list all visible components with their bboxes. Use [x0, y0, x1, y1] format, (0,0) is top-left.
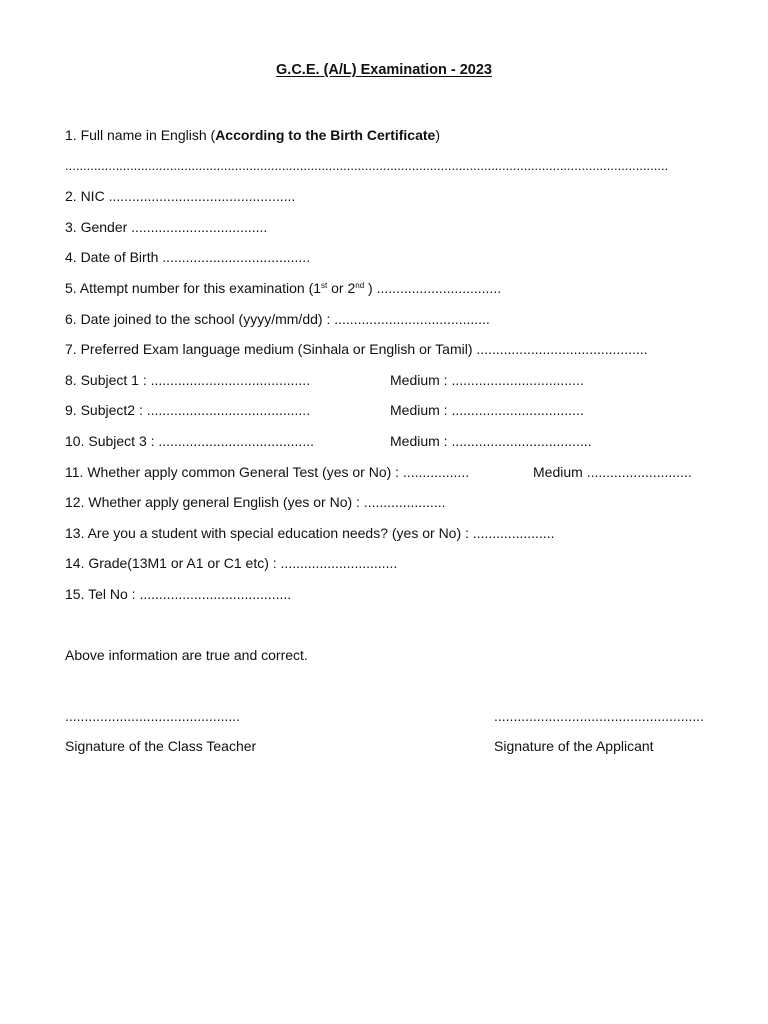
q5-attempt-row [65, 279, 501, 297]
q9-medium-label: Medium : [390, 402, 452, 418]
q3-gender-field[interactable]: ................................... [131, 219, 268, 235]
q2-nic-field[interactable]: ................................................ [108, 188, 296, 204]
q5-label-c: ) [364, 280, 377, 296]
q13-special-needs-row [65, 524, 554, 542]
q5-label-a: 5. Attempt number for this examination (1 [65, 280, 322, 296]
q12-label: 12. Whether apply general English (yes or No) : [65, 494, 364, 510]
teacher-signature-label: Signature of the Class Teacher [65, 738, 257, 754]
q1-label-close: ) [435, 127, 440, 143]
q10-subject3-field[interactable]: ........................................ [158, 433, 314, 449]
form-title: G.C.E. (A/L) Examination - 2023 [276, 62, 492, 78]
q1-full-name-label [65, 126, 440, 144]
q8-subject1-row [65, 371, 310, 389]
q5-sup-st: st [321, 281, 328, 290]
q8-medium-row [390, 371, 584, 389]
applicant-signature-line[interactable]: ...................................................... [494, 708, 705, 724]
q11-general-test-field[interactable]: ................. [402, 464, 470, 480]
q5-sup-nd: nd [355, 281, 365, 290]
q9-subject2-row [65, 401, 310, 419]
q8-subject1-field[interactable]: ......................................... [150, 372, 311, 388]
q8-medium-label: Medium : [390, 372, 452, 388]
q14-grade-row [65, 554, 397, 572]
q2-label: 2. NIC [65, 188, 109, 204]
q1-label-bold: According to the Birth Certificate [215, 127, 436, 143]
teacher-signature-line[interactable]: ............................................. [65, 708, 241, 724]
q8-label: 8. Subject 1 : [65, 372, 151, 388]
q9-medium-field[interactable]: .................................. [451, 402, 584, 418]
q11-medium-field[interactable]: ........................... [586, 464, 692, 480]
q10-medium-label: Medium : [390, 433, 452, 449]
q6-date-joined-field[interactable]: ........................................ [334, 311, 490, 327]
q7-language-row [65, 340, 648, 358]
q11-medium-label: Medium [533, 464, 587, 480]
q9-medium-row [390, 401, 584, 419]
q5-label-b: or 2 [327, 280, 356, 296]
q4-dob-field[interactable]: ...................................... [162, 249, 311, 265]
q13-special-needs-field[interactable]: ..................... [472, 525, 555, 541]
q14-grade-field[interactable]: .............................. [280, 555, 398, 571]
q1-label-text: 1. Full name in English ( [65, 127, 216, 143]
q3-label: 3. Gender [65, 219, 132, 235]
q7-label: 7. Preferred Exam language medium (Sinhala or English or Tamil) [65, 341, 477, 357]
q9-subject2-field[interactable]: .......................................... [146, 402, 311, 418]
q5-attempt-field[interactable]: ................................ [376, 280, 502, 296]
q4-label: 4. Date of Birth [65, 249, 163, 265]
declaration-text: Above information are true and correct. [65, 647, 308, 663]
q10-medium-field[interactable]: .................................... [451, 433, 592, 449]
q13-label: 13. Are you a student with special education needs? (yes or No) : [65, 525, 473, 541]
q2-nic-row [65, 187, 295, 205]
q1-full-name-field[interactable]: ....................................................................................................................................................................... [65, 158, 669, 173]
q6-label: 6. Date joined to the school (yyyy/mm/dd) : [65, 311, 335, 327]
q6-date-joined-row [65, 310, 490, 328]
q10-label: 10. Subject 3 : [65, 433, 159, 449]
q12-general-english-row [65, 493, 446, 511]
q7-language-field[interactable]: ............................................ [476, 341, 648, 357]
q9-label: 9. Subject2 : [65, 402, 147, 418]
q15-label: 15. Tel No : [65, 586, 140, 602]
q4-dob-row [65, 248, 310, 266]
q3-gender-row [65, 218, 267, 236]
q8-medium-field[interactable]: .................................. [451, 372, 584, 388]
q11-general-test-row [65, 463, 469, 481]
q11-label: 11. Whether apply common General Test (yes or No) : [65, 464, 403, 480]
q11-medium-row [533, 463, 692, 481]
q15-tel-field[interactable]: ....................................... [139, 586, 292, 602]
q14-label: 14. Grade(13M1 or A1 or C1 etc) : [65, 555, 281, 571]
q12-general-english-field[interactable]: ..................... [363, 494, 446, 510]
q10-subject3-row [65, 432, 314, 450]
q10-medium-row [390, 432, 592, 450]
q15-tel-row [65, 585, 291, 603]
applicant-signature-label: Signature of the Applicant [494, 738, 654, 754]
